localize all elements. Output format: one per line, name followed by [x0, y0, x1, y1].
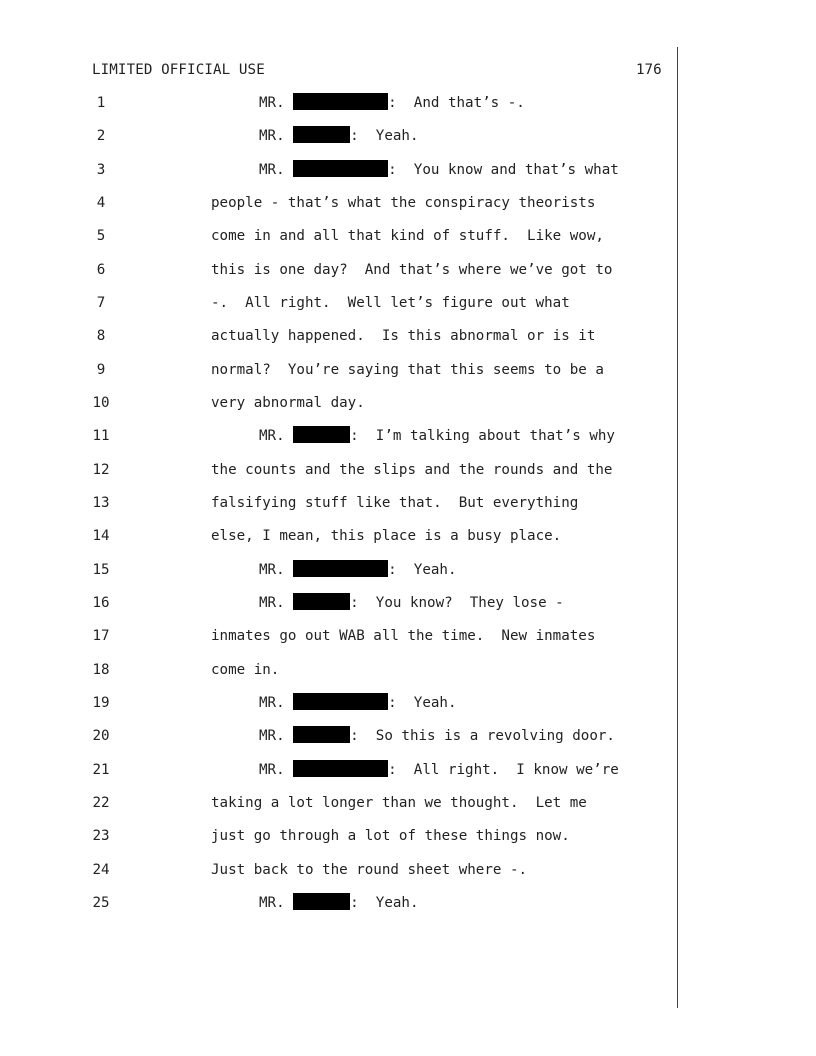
transcript-line [0, 154, 816, 187]
speaker-turn [259, 120, 419, 153]
transcript-line [0, 620, 816, 653]
redaction-box [293, 893, 350, 910]
speaker-text: : Yeah. [350, 128, 419, 145]
redaction-box [293, 693, 388, 710]
line-text: inmates go out WAB all the time. New inmates [211, 628, 596, 645]
line-text: just go through a lot of these things now. [211, 828, 570, 845]
transcript-line [0, 220, 816, 253]
transcript-line [0, 720, 816, 753]
redaction-box [293, 93, 388, 110]
line-text: else, I mean, this place is a busy place. [211, 528, 562, 545]
speaker-turn [259, 687, 457, 720]
transcript-line [0, 687, 816, 720]
speaker-text: : You know and that’s what [388, 161, 619, 178]
line-text: the counts and the slips and the rounds and the [211, 461, 613, 478]
line-text: people - that’s what the conspiracy theorists [211, 194, 596, 211]
line-number: 11 [92, 428, 110, 445]
speaker-text: : Yeah. [388, 561, 457, 578]
speaker-turn [259, 554, 457, 587]
redaction-box [293, 426, 350, 443]
line-number: 9 [96, 361, 106, 378]
line-number: 8 [96, 328, 106, 345]
transcript-line [0, 787, 816, 820]
transcript-line [0, 354, 816, 387]
transcript-line [0, 854, 816, 887]
transcript-line [0, 487, 816, 520]
line-text: Just back to the round sheet where -. [211, 861, 528, 878]
line-number: 10 [92, 394, 110, 411]
line-text: taking a lot longer than we thought. Let me [211, 794, 587, 811]
line-number: 4 [96, 194, 106, 211]
redaction-box [293, 126, 350, 143]
line-number: 1 [96, 95, 106, 111]
page-number: 176 [636, 62, 662, 78]
line-number: 25 [92, 894, 110, 911]
redaction-box [293, 560, 388, 577]
transcript-line [0, 254, 816, 287]
speaker-text: : All right. I know we’re [388, 761, 619, 778]
classification-header: LIMITED OFFICIAL USE [92, 62, 265, 78]
speaker-text: : And that’s -. [388, 95, 525, 111]
transcript-line [0, 654, 816, 687]
transcript-line [0, 587, 816, 620]
line-number: 23 [92, 828, 110, 845]
line-number: 3 [96, 161, 106, 178]
speaker-prefix: MR. [259, 561, 294, 578]
speaker-turn [259, 754, 619, 787]
line-number: 22 [92, 794, 110, 811]
transcript-line [0, 754, 816, 787]
line-number: 15 [92, 561, 110, 578]
speaker-prefix: MR. [259, 95, 294, 111]
redaction-box [293, 726, 350, 743]
redaction-box [293, 760, 388, 777]
line-number: 16 [92, 594, 110, 611]
transcript-line [0, 287, 816, 320]
speaker-turn [259, 154, 619, 187]
redaction-box [293, 593, 350, 610]
line-number: 17 [92, 628, 110, 645]
transcript-line [0, 320, 816, 353]
line-text: very abnormal day. [211, 394, 365, 411]
transcript-line [0, 887, 816, 920]
speaker-text: : You know? They lose - [350, 594, 564, 611]
speaker-text: : Yeah. [350, 894, 419, 911]
transcript-line [0, 120, 816, 153]
speaker-prefix: MR. [259, 694, 294, 711]
line-number: 20 [92, 728, 110, 745]
line-text: -. All right. Well let’s figure out what [211, 294, 570, 311]
speaker-prefix: MR. [259, 128, 294, 145]
speaker-prefix: MR. [259, 428, 294, 445]
line-text: come in. [211, 661, 280, 678]
speaker-turn [259, 887, 419, 920]
speaker-prefix: MR. [259, 161, 294, 178]
line-text: actually happened. Is this abnormal or is it [211, 328, 596, 345]
transcript-body [0, 87, 816, 920]
speaker-text: : So this is a revolving door. [350, 728, 615, 745]
transcript-line [0, 454, 816, 487]
transcript-line [0, 387, 816, 420]
line-number: 7 [96, 294, 106, 311]
speaker-text: : I’m talking about that’s why [350, 428, 615, 445]
speaker-turn [259, 720, 615, 753]
transcript-line [0, 520, 816, 553]
line-text: normal? You’re saying that this seems to be a [211, 361, 604, 378]
transcript-line [0, 187, 816, 220]
speaker-turn [259, 87, 525, 120]
line-number: 18 [92, 661, 110, 678]
line-number: 24 [92, 861, 110, 878]
line-number: 6 [96, 261, 106, 278]
transcript-line [0, 820, 816, 853]
transcript-line [0, 87, 816, 120]
line-number: 14 [92, 528, 110, 545]
speaker-prefix: MR. [259, 894, 294, 911]
transcript-line [0, 554, 816, 587]
line-number: 5 [96, 228, 106, 245]
speaker-prefix: MR. [259, 594, 294, 611]
speaker-turn [259, 420, 615, 453]
line-number: 13 [92, 494, 110, 511]
line-number: 19 [92, 694, 110, 711]
line-text: this is one day? And that’s where we’ve got to [211, 261, 613, 278]
speaker-turn [259, 587, 564, 620]
line-text: come in and all that kind of stuff. Like wow, [211, 228, 604, 245]
transcript-line [0, 420, 816, 453]
line-number: 2 [96, 128, 106, 145]
speaker-prefix: MR. [259, 761, 294, 778]
line-number: 21 [92, 761, 110, 778]
line-number: 12 [92, 461, 110, 478]
speaker-prefix: MR. [259, 728, 294, 745]
line-text: falsifying stuff like that. But everything [211, 494, 579, 511]
speaker-text: : Yeah. [388, 694, 457, 711]
redaction-box [293, 160, 388, 177]
